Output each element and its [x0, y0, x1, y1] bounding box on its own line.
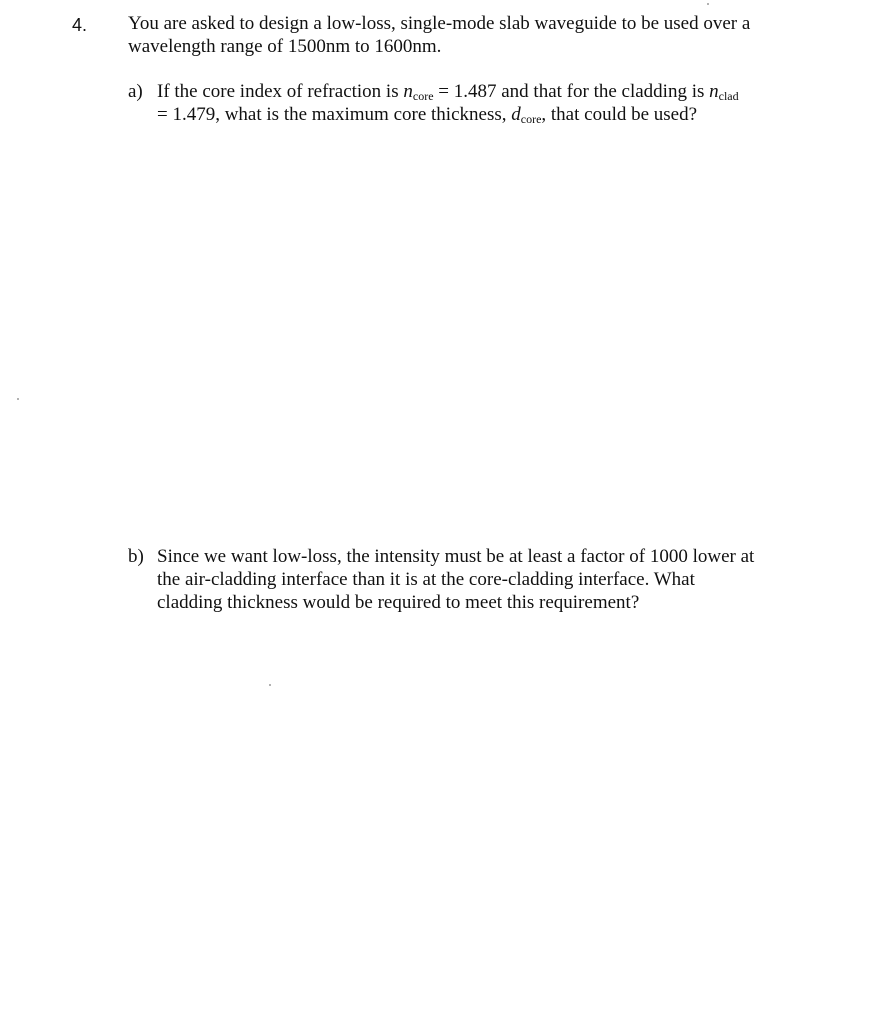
part-a-label: a)	[128, 81, 143, 102]
intro-line-1: You are asked to design a low-loss, single-mode slab waveguide to be used over a	[128, 13, 751, 34]
d-core-symbol: $d_{core}$	[511, 104, 542, 126]
part-b-line-1: Since we want low-loss, the intensity must be at least a factor of 1000 lower at	[157, 546, 755, 567]
part-a-line-1	[157, 80, 788, 103]
part-b-text	[157, 545, 788, 614]
n-clad-subscript: clad	[718, 89, 739, 103]
n-clad-symbol: $n_{clad}$	[709, 81, 739, 103]
question-intro	[128, 12, 788, 58]
part-a-text	[157, 80, 788, 126]
intro-line-2: wavelength range of 1500nm to 1600nm.	[128, 36, 442, 57]
n-core-symbol: $n_{core}$	[403, 81, 434, 103]
scan-speck	[707, 3, 709, 5]
part-a	[128, 80, 788, 126]
part-b-line-3: cladding thickness would be required to meet this requirement?	[157, 592, 640, 613]
question-number: 4.	[72, 15, 88, 35]
scan-speck	[17, 398, 19, 400]
scan-speck	[269, 684, 271, 686]
d-core-subscript: core	[520, 112, 542, 126]
n-core-subscript: core	[412, 89, 434, 103]
part-a-line-2-text-2: , that could be used?	[541, 104, 698, 125]
part-a-line-1-text-1: If the core index of refraction is	[157, 81, 404, 102]
part-b-line-2: the air-cladding interface than it is at the core-cladding interface. What	[157, 569, 695, 590]
part-a-line-1-text-2: = 1.487 and that for the cladding is	[433, 81, 710, 102]
part-b	[128, 545, 788, 614]
part-a-line-2	[157, 103, 788, 126]
part-b-label: b)	[128, 546, 144, 567]
part-a-line-2-text-1: = 1.479, what is the maximum core thickness,	[157, 104, 512, 125]
